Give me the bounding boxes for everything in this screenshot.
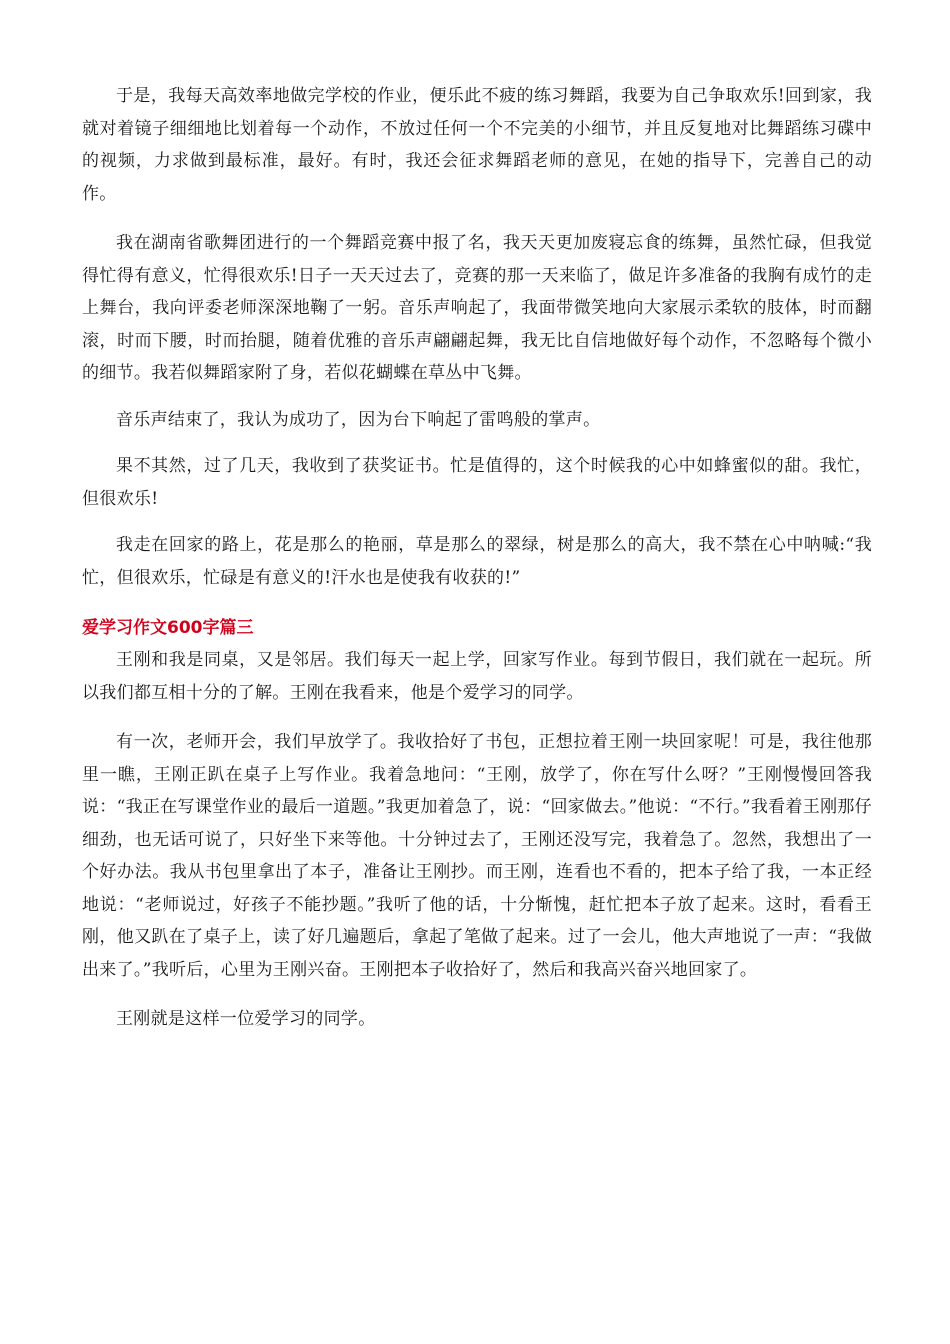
paragraph-wanggang-conclusion: 王刚就是这样一位爱学习的同学。 [116,1009,376,1029]
paragraph-way-home: 我走在回家的路上，花是那么的艳丽，草是那么的翠绿，树是那么的高大，我不禁在心中呐喊:“我忙，但很欢乐，忙碌是有意义的!汗水也是使我有收获的!” [82,535,872,588]
section-heading: 爱学习作文600字篇三 [82,618,254,638]
paragraph-applause: 音乐声结束了，我认为成功了，因为台下响起了雷鸣般的掌声。 [116,409,601,430]
document-page [82,80,872,1036]
paragraph-award: 果不其然，过了几天，我收到了获奖证书。忙是值得的，这个时候我的心中如蜂蜜似的甜。我忙，但很欢乐! [82,456,872,509]
paragraph-practice: 于是，我每天高效率地做完学校的作业，便乐此不疲的练习舞蹈，我要为自己争取欢乐!回到家，我就对着镜子细细地比划着每一个动作，不放过任何一个不完美的小细节，并且反复地对比舞蹈练习碟中的视频，力求做到最标准，最好。有时，我还会征求舞蹈老师的意见，在她的指导下，完善自己的动作。 [82,86,872,204]
paragraph-wanggang-story: 有一次，老师开会，我们早放学了。我收拾好了书包，正想拉着王刚一块回家呢！可是，我往他那里一瞧，王刚正趴在桌子上写作业。我着急地问：“王刚，放学了，你在写什么呀？”王刚慢慢回答我说：“我正在写课堂作业的最后一道题。”我更加着急了，说：“回家做去。”他说：“不行。”我看着王刚那仔细劲，也无话可说了，只好坐下来等他。十分钟过去了，王刚还没写完，我着急了。忽然，我想出了一个好办法。我从书包里拿出了本子，准备让王刚抄。而王刚，连看也不看的，把本子给了我，一本正经地说：“老师说过，好孩子不能抄题。”我听了他的话，十分惭愧，赶忙把本子放了起来。这时，看看王刚，他又趴在了桌子上，读了好几遍题后，拿起了笔做了起来。过了一会儿，他大声地说了一声：“我做出来了。”我听后，心里为王刚兴奋。王刚把本子收拾好了，然后和我高兴奋兴地回家了。 [82,732,872,980]
paragraph-competition: 我在湖南省歌舞团进行的一个舞蹈竞赛中报了名，我天天更加废寝忘食的练舞，虽然忙碌，但我觉得忙得有意义，忙得很欢乐!日子一天天过去了，竞赛的那一天来临了，做足许多准备的我胸有成竹的走上舞台，我向评委老师深深地鞠了一躬。音乐声响起了，我面带微笑地向大家展示柔软的肢体，时而翻滚，时而下腰，时而抬腿，随着优雅的音乐声翩翩起舞，我无比自信地做好每个动作，不忽略每个微小的细节。我若似舞蹈家附了身，若似花蝴蝶在草丛中飞舞。 [82,233,872,383]
paragraph-wanggang-intro: 王刚和我是同桌，又是邻居。我们每天一起上学，回家写作业。每到节假日，我们就在一起玩。所以我们都互相十分的了解。王刚在我看来，他是个爱学习的同学。 [82,650,872,703]
